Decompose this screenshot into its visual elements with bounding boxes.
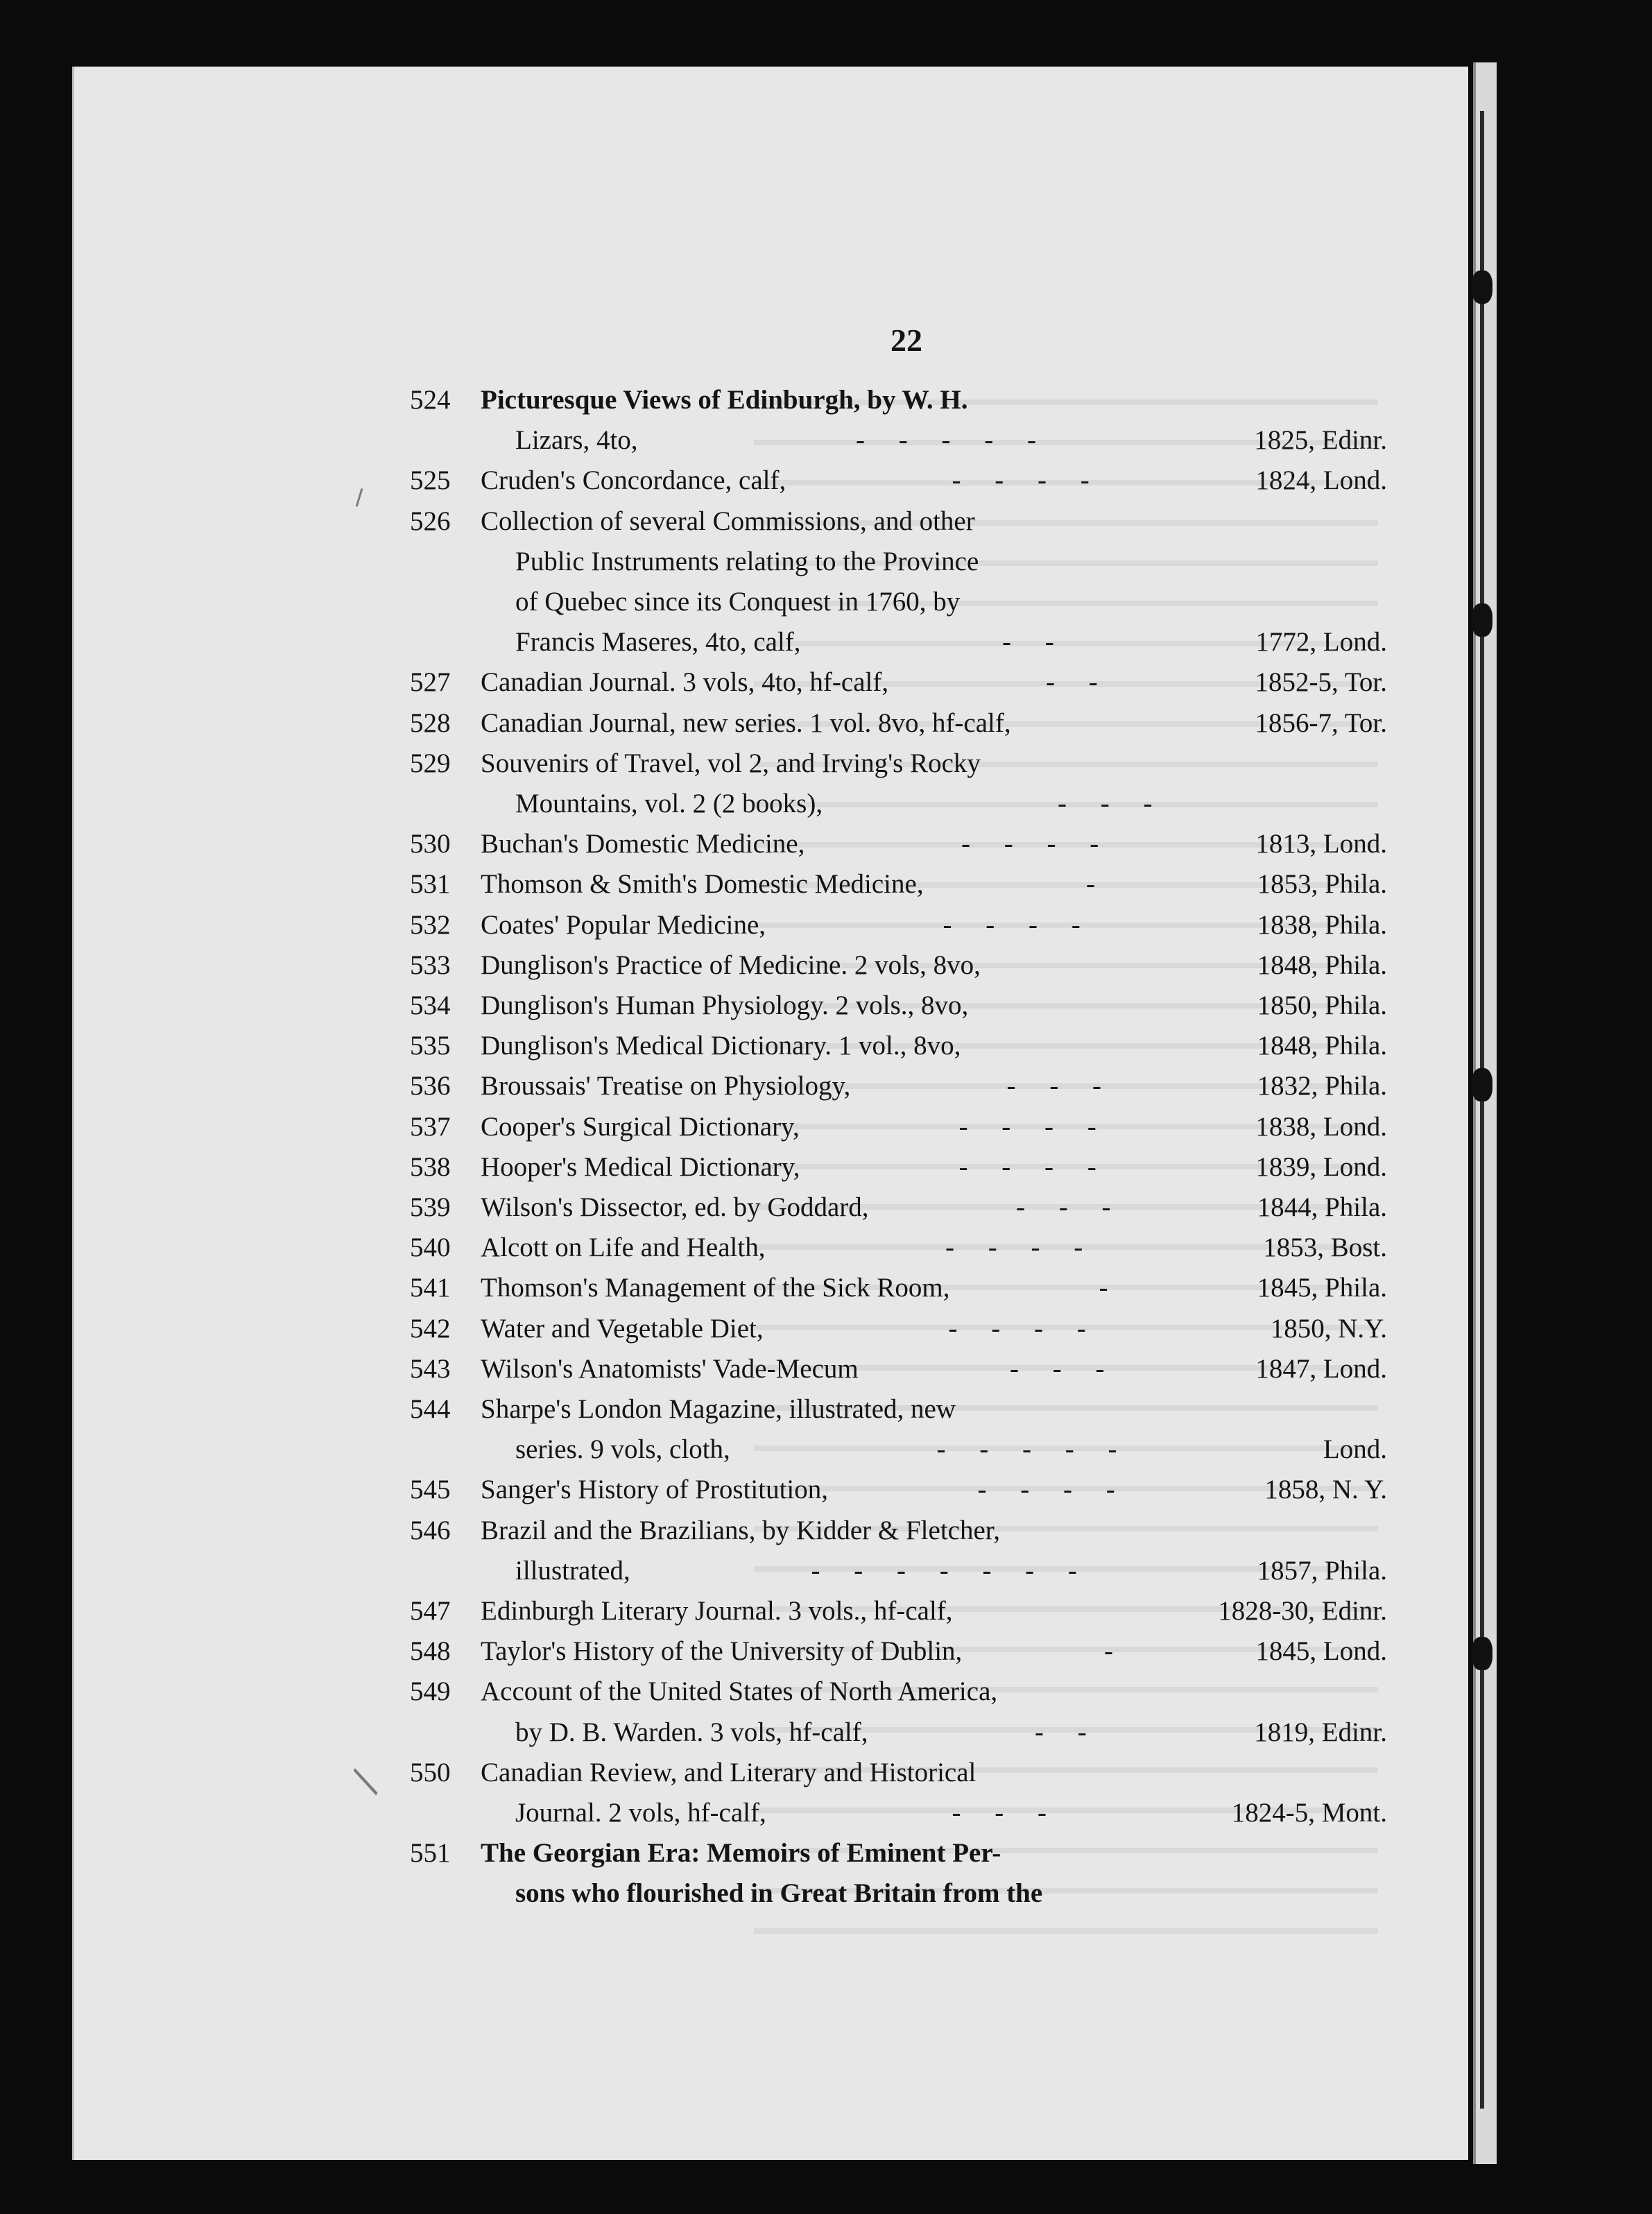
- entry-number: 546: [410, 1515, 451, 1545]
- entry-date-place: 1853, Bost.: [1263, 1233, 1387, 1263]
- leader-dashes: -: [1099, 1273, 1108, 1303]
- catalogue-line: [74, 1393, 1387, 1434]
- catalogue-line: [74, 1515, 1387, 1555]
- entry-title: Dunglison's Medical Dictionary. 1 vol., 8vo,: [481, 1031, 961, 1061]
- catalogue-line: [74, 1757, 1387, 1797]
- entry-title: Dunglison's Practice of Medicine. 2 vols, 8vo,: [481, 950, 981, 980]
- entry-number: 534: [410, 990, 451, 1020]
- margin-stroke-icon: /: [342, 1765, 388, 1799]
- entry-title: Francis Maseres, 4to, calf,: [515, 627, 801, 658]
- entry-date-place: 1852-5, Tor.: [1255, 667, 1387, 698]
- catalogue-line: [74, 1837, 1387, 1878]
- leader-dashes: - -: [1046, 667, 1098, 698]
- entry-number: 535: [410, 1031, 451, 1061]
- catalogue-line: [74, 909, 1387, 950]
- entry-number: 542: [410, 1313, 451, 1344]
- entry-title: Broussais' Treatise on Physiology,: [481, 1071, 851, 1101]
- entry-title: series. 9 vols, cloth,: [515, 1434, 730, 1465]
- entry-title: Picturesque Views of Edinburgh, by W. H.: [481, 385, 968, 415]
- catalogue-line: [74, 1070, 1387, 1110]
- entry-title: Wilson's Dissector, ed. by Goddard,: [481, 1192, 869, 1222]
- leader-dashes: - - - -: [945, 1233, 1083, 1263]
- leader-dashes: - - -: [1058, 789, 1153, 818]
- entry-date-place: 1828-30, Edinr.: [1218, 1596, 1387, 1626]
- entry-date-place: 1845, Phila.: [1257, 1273, 1387, 1303]
- entry-title: Hooper's Medical Dictionary,: [481, 1151, 800, 1182]
- catalogue-line: [74, 868, 1387, 909]
- catalogue-line: [74, 707, 1387, 748]
- entry-title: Sharpe's London Magazine, illustrated, new: [481, 1394, 956, 1424]
- entry-number: 537: [410, 1111, 451, 1142]
- catalogue-line: [74, 424, 1387, 465]
- entry-date-place: 1850, Phila.: [1257, 990, 1387, 1020]
- entry-title: Taylor's History of the University of Dublin,: [481, 1636, 963, 1667]
- entry-number: 551: [410, 1838, 451, 1869]
- page-number: 22: [890, 323, 922, 358]
- entry-number: 540: [410, 1233, 451, 1263]
- binding-knot-icon: [1472, 1068, 1492, 1101]
- leader-dashes: - - - -: [952, 465, 1090, 496]
- facing-page-edge: [1473, 62, 1497, 2164]
- entry-date-place: 1845, Lond.: [1255, 1636, 1387, 1667]
- leader-dashes: - - -: [1016, 1192, 1111, 1222]
- leader-dashes: - - - -: [958, 1111, 1096, 1142]
- catalogue-line: [74, 950, 1387, 990]
- entry-date-place: 1857, Phila.: [1257, 1555, 1387, 1586]
- entry-title: Journal. 2 vols, hf-calf,: [515, 1798, 766, 1828]
- catalogue-line: [74, 384, 1387, 424]
- entry-title: Water and Vegetable Diet,: [481, 1313, 764, 1344]
- entry-title: Buchan's Domestic Medicine,: [481, 829, 805, 859]
- catalogue-line: [74, 1636, 1387, 1676]
- entry-number: 524: [410, 385, 451, 415]
- leader-dashes: -: [1104, 1636, 1113, 1667]
- catalogue-line: [74, 1151, 1387, 1192]
- entry-title: Public Instruments relating to the Province: [515, 546, 979, 576]
- entry-date-place: 1838, Phila.: [1257, 909, 1387, 940]
- entry-date-place: 1825, Edinr.: [1254, 425, 1387, 456]
- catalogue-line: [74, 1272, 1387, 1312]
- leader-dashes: - - - -: [948, 1313, 1086, 1344]
- entry-number: 533: [410, 950, 451, 980]
- entry-title: Canadian Journal. 3 vols, 4to, hf-calf,: [481, 667, 889, 698]
- catalogue-line: [74, 1353, 1387, 1393]
- catalogue-line: [74, 1878, 1387, 1918]
- catalogue-line: [74, 1192, 1387, 1232]
- entry-title: Thomson & Smith's Domestic Medicine,: [481, 869, 924, 900]
- entry-date-place: 1856-7, Tor.: [1255, 707, 1387, 738]
- entry-number: 548: [410, 1636, 451, 1667]
- entry-number: 532: [410, 909, 451, 940]
- catalogue-line: [74, 1595, 1387, 1636]
- catalogue-line: [74, 1797, 1387, 1837]
- entry-title: Thomson's Management of the Sick Room,: [481, 1273, 950, 1303]
- catalogue-line: [74, 1111, 1387, 1151]
- entry-date-place: 1813, Lond.: [1255, 829, 1387, 859]
- leader-dashes: - -: [1035, 1717, 1087, 1747]
- catalogue-line: [74, 1717, 1387, 1757]
- leader-dashes: - - - - -: [936, 1434, 1117, 1465]
- entry-date-place: 1853, Phila.: [1257, 869, 1387, 900]
- leader-dashes: - - - -: [958, 1151, 1096, 1182]
- entry-date-place: 1844, Phila.: [1257, 1192, 1387, 1222]
- catalogue-line: [74, 465, 1387, 505]
- leader-dashes: - - -: [952, 1798, 1047, 1828]
- entry-number: 543: [410, 1353, 451, 1384]
- entry-title: Souvenirs of Travel, vol 2, and Irving's Rocky: [481, 748, 981, 778]
- catalogue-line: [74, 828, 1387, 868]
- catalogue-line: [74, 546, 1387, 586]
- entry-date-place: 1824, Lond.: [1255, 465, 1387, 496]
- entry-title: Account of the United States of North America,: [481, 1676, 998, 1707]
- entry-title: Canadian Review, and Literary and Historical: [481, 1757, 976, 1787]
- entry-date-place: 1824-5, Mont.: [1231, 1798, 1387, 1828]
- catalogue-line: [74, 748, 1387, 788]
- entry-number: 530: [410, 829, 451, 859]
- entry-title: The Georgian Era: Memoirs of Eminent Per-: [481, 1838, 1001, 1869]
- entry-date-place: Lond.: [1323, 1434, 1387, 1465]
- entry-number: 545: [410, 1475, 451, 1505]
- entry-number: 528: [410, 707, 451, 738]
- entry-title: Mountains, vol. 2 (2 books),: [515, 789, 823, 818]
- catalogue-line: [74, 1474, 1387, 1514]
- leader-dashes: -: [1086, 869, 1095, 900]
- entry-number: 525: [410, 465, 451, 496]
- catalogue-line: [74, 1313, 1387, 1353]
- entry-date-place: 1858, N. Y.: [1264, 1475, 1387, 1505]
- catalogue-line: [74, 1434, 1387, 1474]
- entry-number: 529: [410, 748, 451, 778]
- catalogue-line: [74, 1676, 1387, 1716]
- leader-dashes: - - -: [1010, 1353, 1105, 1384]
- binding-stitch: [1480, 111, 1484, 2109]
- entry-title: Dunglison's Human Physiology. 2 vols., 8vo,: [481, 990, 969, 1020]
- catalogue-page: [72, 67, 1468, 2160]
- catalogue-line: [74, 626, 1387, 667]
- entry-number: 544: [410, 1394, 451, 1424]
- entry-date-place: 1848, Phila.: [1257, 1031, 1387, 1061]
- binding-knot-icon: [1472, 271, 1492, 304]
- catalogue-entries: [74, 67, 1468, 2160]
- catalogue-line: [74, 1555, 1387, 1595]
- entry-number: 531: [410, 869, 451, 900]
- entry-date-place: 1848, Phila.: [1257, 950, 1387, 980]
- entry-date-place: 1838, Lond.: [1255, 1111, 1387, 1142]
- catalogue-line: [74, 1030, 1387, 1070]
- catalogue-line: [74, 990, 1387, 1030]
- entry-number: 549: [410, 1676, 451, 1707]
- entry-number: 527: [410, 667, 451, 698]
- entry-title: Sanger's History of Prostitution,: [481, 1475, 829, 1505]
- entry-date-place: 1772, Lond.: [1255, 627, 1387, 658]
- entry-title: of Quebec since its Conquest in 1760, by: [515, 587, 961, 617]
- entry-date-place: 1819, Edinr.: [1254, 1717, 1387, 1747]
- entry-title: Collection of several Commissions, and other: [481, 506, 975, 536]
- binding-knot-icon: [1472, 603, 1492, 637]
- catalogue-line: [74, 586, 1387, 626]
- entry-number: 550: [410, 1757, 451, 1787]
- entry-number: 547: [410, 1596, 451, 1626]
- entry-date-place: 1850, N.Y.: [1270, 1313, 1387, 1344]
- entry-title: Cruden's Concordance, calf,: [481, 465, 786, 496]
- catalogue-line: [74, 667, 1387, 707]
- entry-date-place: 1847, Lond.: [1255, 1353, 1387, 1384]
- leader-dashes: - - - -: [977, 1475, 1115, 1505]
- leader-dashes: - - -: [1006, 1071, 1101, 1101]
- entry-title: Coates' Popular Medicine,: [481, 909, 766, 940]
- entry-date-place: 1839, Lond.: [1255, 1151, 1387, 1182]
- catalogue-line: [74, 1232, 1387, 1272]
- entry-title: Alcott on Life and Health,: [481, 1233, 766, 1263]
- catalogue-line: [74, 506, 1387, 546]
- entry-title: Lizars, 4to,: [515, 425, 638, 456]
- margin-tick-icon: ⸝: [336, 465, 375, 515]
- catalogue-line: [74, 788, 1387, 828]
- leader-dashes: - - - - -: [856, 425, 1036, 456]
- entry-title: Wilson's Anatomists' Vade-Mecum: [481, 1353, 859, 1384]
- entry-date-place: 1832, Phila.: [1257, 1071, 1387, 1101]
- entry-number: 539: [410, 1192, 451, 1222]
- entry-title: illustrated,: [515, 1555, 630, 1586]
- leader-dashes: - -: [1002, 627, 1054, 658]
- entry-number: 538: [410, 1151, 451, 1182]
- leader-dashes: - - - -: [943, 909, 1081, 940]
- entry-number: 526: [410, 506, 451, 536]
- entry-number: 536: [410, 1071, 451, 1101]
- entry-title: Edinburgh Literary Journal. 3 vols., hf-calf,: [481, 1596, 953, 1626]
- entry-title: Brazil and the Brazilians, by Kidder & Fletcher,: [481, 1515, 1000, 1545]
- entry-title: by D. B. Warden. 3 vols, hf-calf,: [515, 1717, 868, 1747]
- entry-title: Canadian Journal, new series. 1 vol. 8vo, hf-calf,: [481, 707, 1011, 738]
- entry-number: 541: [410, 1273, 451, 1303]
- entry-title: Cooper's Surgical Dictionary,: [481, 1111, 800, 1142]
- binding-knot-icon: [1472, 1637, 1492, 1670]
- leader-dashes: - - - -: [961, 829, 1099, 859]
- entry-title: sons who flourished in Great Britain from the: [515, 1878, 1043, 1909]
- leader-dashes: - - - - - - -: [811, 1555, 1077, 1586]
